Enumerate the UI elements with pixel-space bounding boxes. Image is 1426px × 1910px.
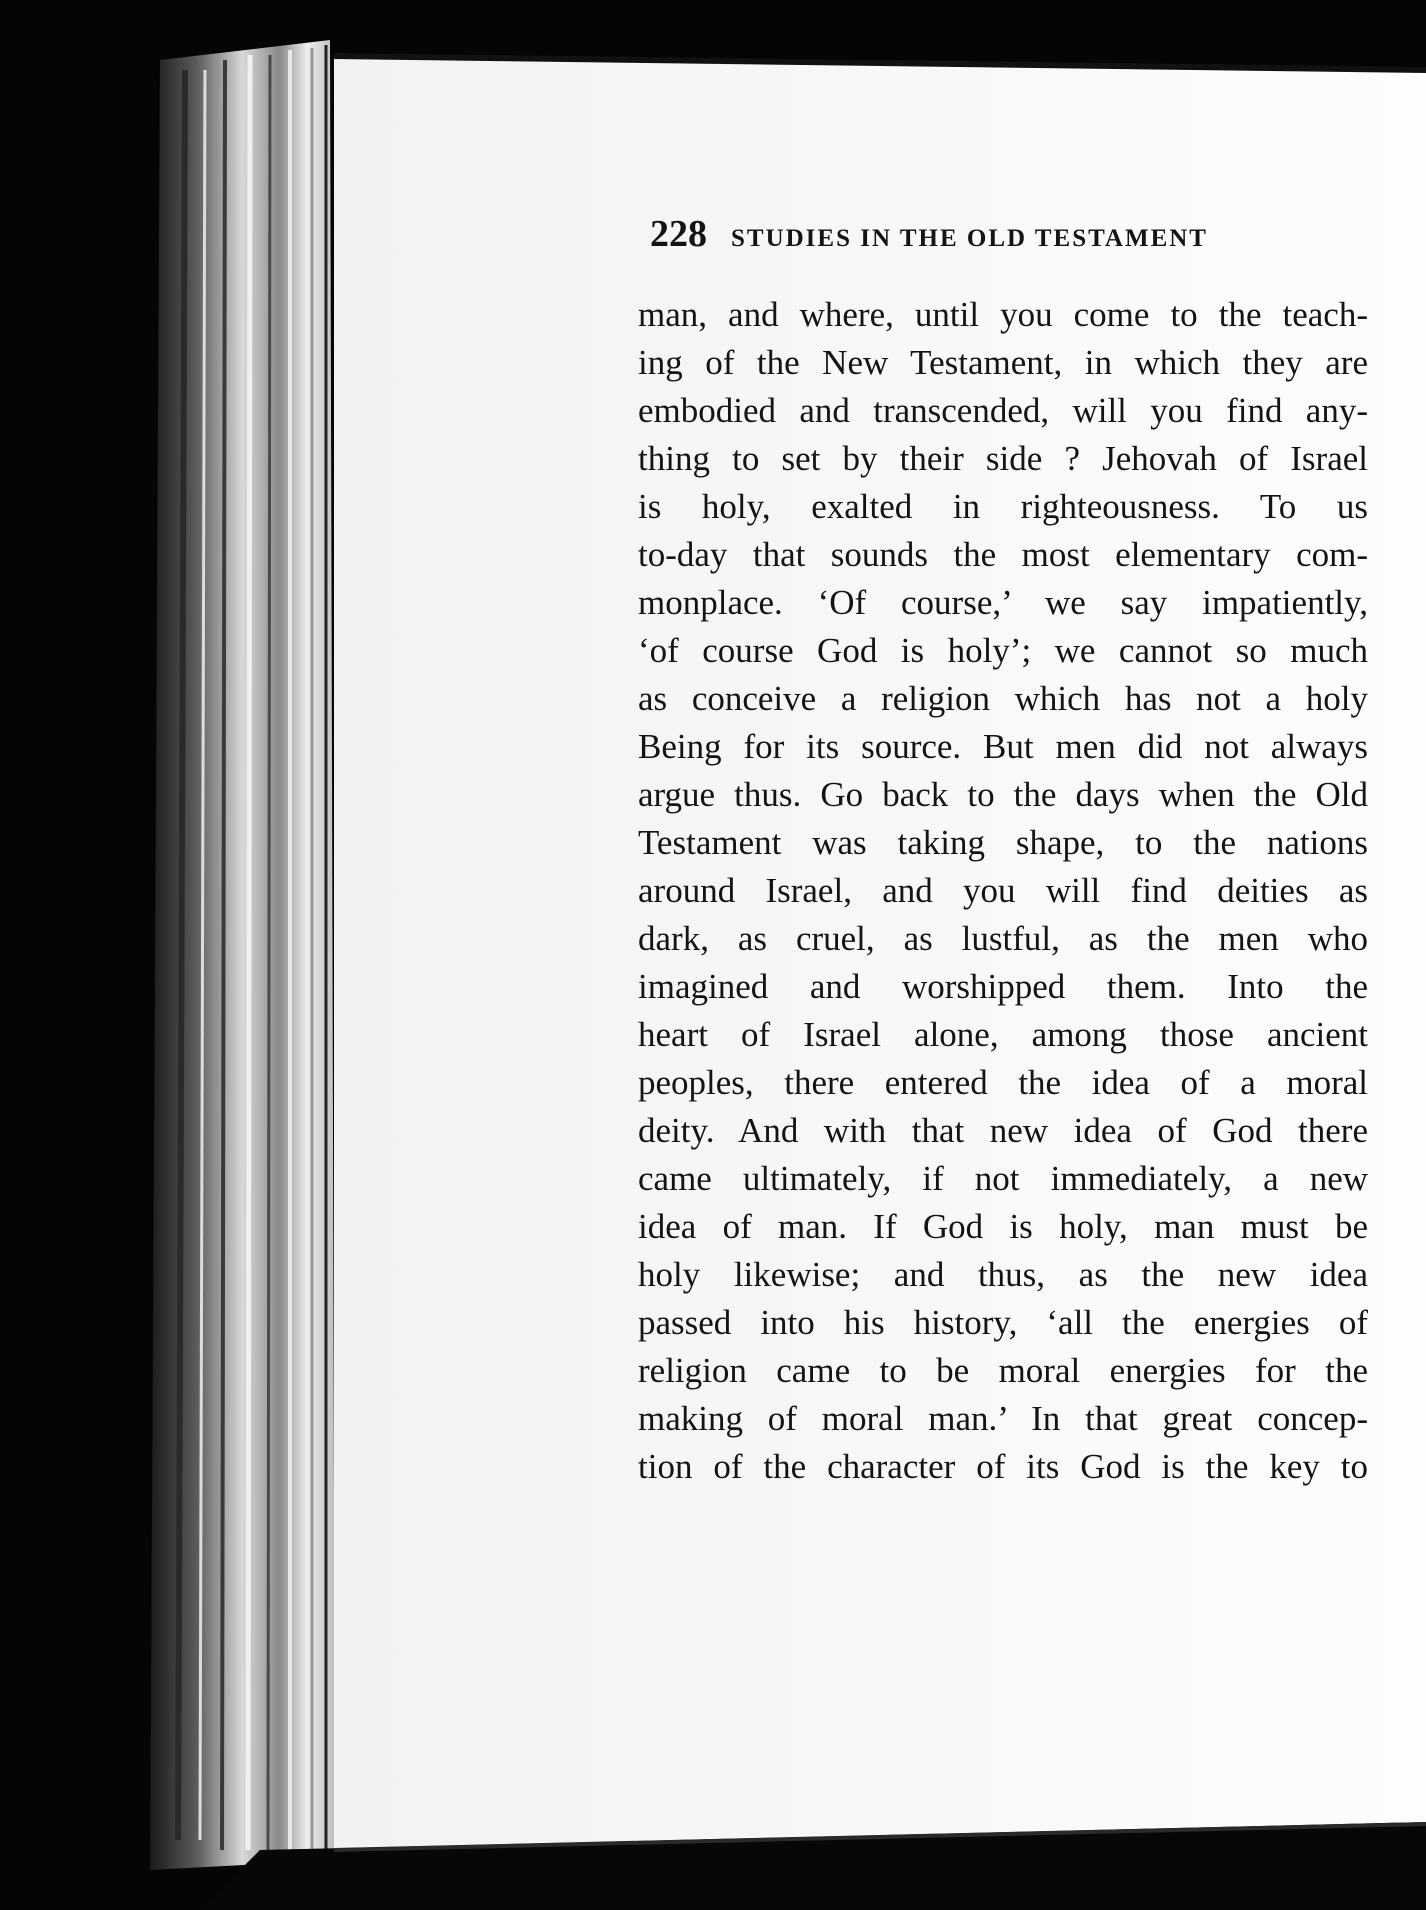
text-line: embodied and transcended, will you find any-: [638, 391, 1368, 430]
text-line: tion of the character of its God is the key to: [638, 1447, 1368, 1486]
text-line: ‘of course God is holy’; we cannot so much: [638, 631, 1368, 670]
running-head: STUDIES IN THE OLD TESTAMENT: [731, 225, 1208, 252]
text-line: peoples, there entered the idea of a moral: [638, 1063, 1368, 1102]
text-line: Testament was taking shape, to the nations: [638, 823, 1368, 862]
text-line: religion came to be moral energies for the: [638, 1351, 1368, 1390]
text-line: as conceive a religion which has not a holy: [638, 679, 1368, 718]
text-line: dark, as cruel, as lustful, as the men who: [638, 919, 1368, 958]
text-line: argue thus. Go back to the days when the Old: [638, 775, 1368, 814]
text-line: man, and where, until you come to the teach-: [638, 295, 1368, 334]
text-line: to-day that sounds the most elementary com-: [638, 535, 1368, 574]
text-line: monplace. ‘Of course,’ we say impatiently,: [638, 583, 1368, 622]
text-line: is holy, exalted in righteousness. To us: [638, 487, 1368, 526]
text-line: Being for its source. But men did not always: [638, 727, 1368, 766]
page-header: [650, 212, 1208, 256]
text-line: came ultimately, if not immediately, a new: [638, 1159, 1368, 1198]
text-line: holy likewise; and thus, as the new idea: [638, 1255, 1368, 1294]
text-line: imagined and worshipped them. Into the: [638, 967, 1368, 1006]
text-line: passed into his history, ‘all the energies of: [638, 1303, 1368, 1342]
text-line: around Israel, and you will find deities as: [638, 871, 1368, 910]
text-line: ing of the New Testament, in which they are: [638, 343, 1368, 382]
text-line: thing to set by their side ? Jehovah of Israel: [638, 439, 1368, 478]
text-line: idea of man. If God is holy, man must be: [638, 1207, 1368, 1246]
text-line: deity. And with that new idea of God there: [638, 1111, 1368, 1150]
page-number: 228: [650, 213, 707, 255]
text-line: making of moral man.’ In that great concep-: [638, 1399, 1368, 1438]
text-line: heart of Israel alone, among those ancient: [638, 1015, 1368, 1054]
